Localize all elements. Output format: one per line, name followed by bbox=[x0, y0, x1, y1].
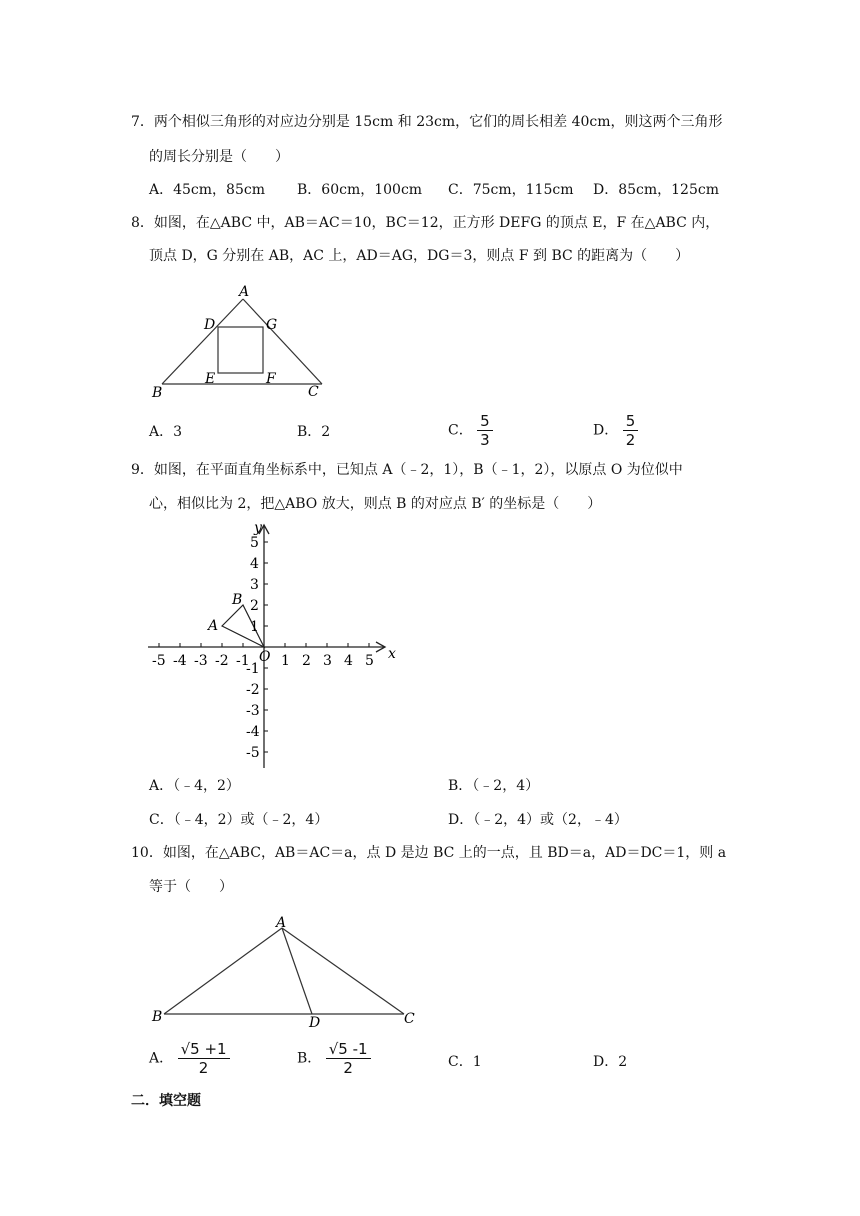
q10-option-d: D．2 bbox=[593, 1054, 628, 1070]
q9-y-tick-label: 2 bbox=[250, 598, 259, 614]
q9-y-tick-label: -3 bbox=[246, 703, 260, 719]
q9-x-tick-label: -4 bbox=[173, 653, 187, 669]
q10-label-c: C bbox=[404, 1011, 415, 1027]
q9-origin-label: O bbox=[259, 649, 271, 665]
q8-label-e: E bbox=[205, 371, 216, 387]
q9-stem-line2: 心，相似比为 2，把△ABO 放大，则点 B 的对应点 B′ 的坐标是（ ） bbox=[149, 496, 602, 512]
q7-stem-line2: 的周长分别是（ ） bbox=[149, 149, 289, 165]
q9-x-tick-label: 1 bbox=[281, 653, 290, 669]
q9-y-tick-label: 3 bbox=[250, 577, 259, 593]
q10-option-a-prefix: A． bbox=[149, 1050, 174, 1067]
q8-label-b: B bbox=[152, 385, 163, 401]
q8-option-c bbox=[448, 412, 493, 449]
q9-option-c: C．（﹣4，2）或（﹣2，4） bbox=[149, 812, 329, 828]
q8-stem-line2: 顶点 D，G 分别在 AB，AC 上，AD＝AG，DG＝3，则点 F 到 BC 的距离为（ ） bbox=[149, 248, 690, 264]
q10-option-b-numerator: √5 -1 bbox=[326, 1040, 371, 1059]
q8-option-d bbox=[593, 412, 638, 449]
q10-triangle-figure bbox=[148, 910, 428, 1034]
q10-option-c: C．1 bbox=[448, 1054, 482, 1070]
q7-option-c: C．75cm，115cm bbox=[448, 182, 574, 198]
q9-x-tick-label: 5 bbox=[365, 653, 374, 669]
q10-option-b-denominator: 2 bbox=[343, 1059, 353, 1077]
q7-option-d: D．85cm，125cm bbox=[593, 182, 719, 198]
q8-label-g: G bbox=[266, 317, 278, 333]
q9-option-a: A．（﹣4，2） bbox=[149, 778, 240, 794]
q9-x-tick-label: -2 bbox=[215, 653, 229, 669]
q9-y-tick-label: 1 bbox=[250, 619, 259, 635]
q9-stem-line1: 9．如图，在平面直角坐标系中，已知点 A（﹣2，1），B（﹣1，2），以原点 O 为位似中 bbox=[131, 462, 683, 478]
q9-y-tick-label: -4 bbox=[246, 724, 260, 740]
q10-stem-line2: 等于（ ） bbox=[149, 879, 233, 895]
q10-stem-line1: 10．如图，在△ABC，AB＝AC＝a，点 D 是边 BC 上的一点，且 BD＝a，AD＝DC＝1，则 a bbox=[131, 845, 727, 861]
q9-y-tick-label: -5 bbox=[246, 745, 260, 761]
q9-y-tick-label: -2 bbox=[246, 682, 260, 698]
q10-option-a-denominator: 2 bbox=[198, 1059, 209, 1077]
q9-x-tick-label: -1 bbox=[236, 653, 250, 669]
q7-option-a: A．45cm，85cm bbox=[149, 182, 265, 198]
q8-option-c-numerator: 5 bbox=[477, 412, 493, 431]
q10-option-b bbox=[297, 1040, 371, 1077]
q7-option-b: B．60cm，100cm bbox=[297, 182, 423, 198]
q8-label-a: A bbox=[239, 284, 250, 300]
q9-point-b-label: B bbox=[232, 592, 243, 608]
q9-coordinate-plane-figure bbox=[148, 520, 398, 768]
q8-option-c-fraction bbox=[477, 412, 493, 449]
q9-y-tick-label: 5 bbox=[250, 535, 259, 551]
q8-option-d-fraction bbox=[623, 412, 639, 449]
q10-option-b-fraction bbox=[326, 1040, 371, 1077]
q8-label-c: C bbox=[308, 384, 319, 400]
q9-x-tick-label: -3 bbox=[194, 653, 208, 669]
q10-option-a bbox=[149, 1040, 230, 1077]
q9-x-tick-label: 4 bbox=[344, 653, 353, 669]
q8-option-d-numerator: 5 bbox=[623, 412, 639, 431]
q9-y-axis-label: y bbox=[254, 520, 262, 536]
q8-option-c-denominator: 3 bbox=[480, 431, 490, 449]
q8-triangle-square-figure bbox=[148, 280, 328, 402]
q10-label-d: D bbox=[309, 1015, 321, 1031]
q10-label-a: A bbox=[276, 915, 287, 931]
q8-option-a: A．3 bbox=[149, 424, 183, 440]
section-heading-fill-in-blanks: 二．填空题 bbox=[131, 1093, 201, 1109]
q10-option-b-prefix: B． bbox=[297, 1050, 322, 1067]
q9-point-a-label: A bbox=[208, 618, 219, 634]
q9-x-tick-label: 3 bbox=[323, 653, 332, 669]
q10-label-b: B bbox=[152, 1009, 163, 1025]
q8-option-d-denominator: 2 bbox=[625, 431, 636, 449]
q9-y-tick-label: 4 bbox=[250, 556, 259, 572]
q9-y-tick-label: -1 bbox=[246, 661, 260, 677]
q8-option-d-prefix: D． bbox=[593, 422, 619, 439]
q8-option-c-prefix: C． bbox=[448, 422, 473, 439]
q10-option-a-fraction bbox=[178, 1040, 230, 1077]
q8-option-b: B．2 bbox=[297, 424, 331, 440]
q8-stem-line1: 8．如图，在△ABC 中，AB＝AC＝10，BC＝12，正方形 DEFG 的顶点 E，F 在△ABC 内， bbox=[131, 215, 720, 231]
q9-option-b: B．（﹣2，4） bbox=[448, 778, 540, 794]
q10-option-a-numerator: √5 +1 bbox=[178, 1040, 230, 1059]
q9-option-d: D．（﹣2，4）或（2，﹣4） bbox=[448, 812, 628, 828]
q7-stem-line1: 7．两个相似三角形的对应边分别是 15cm 和 23cm，它们的周长相差 40cm，则这两个三角形 bbox=[131, 114, 723, 130]
q9-x-tick-label: 2 bbox=[302, 653, 311, 669]
q8-label-f: F bbox=[266, 371, 276, 387]
q9-x-axis-label: x bbox=[388, 646, 396, 662]
q9-x-tick-label: -5 bbox=[152, 653, 166, 669]
q8-label-d: D bbox=[204, 317, 216, 333]
